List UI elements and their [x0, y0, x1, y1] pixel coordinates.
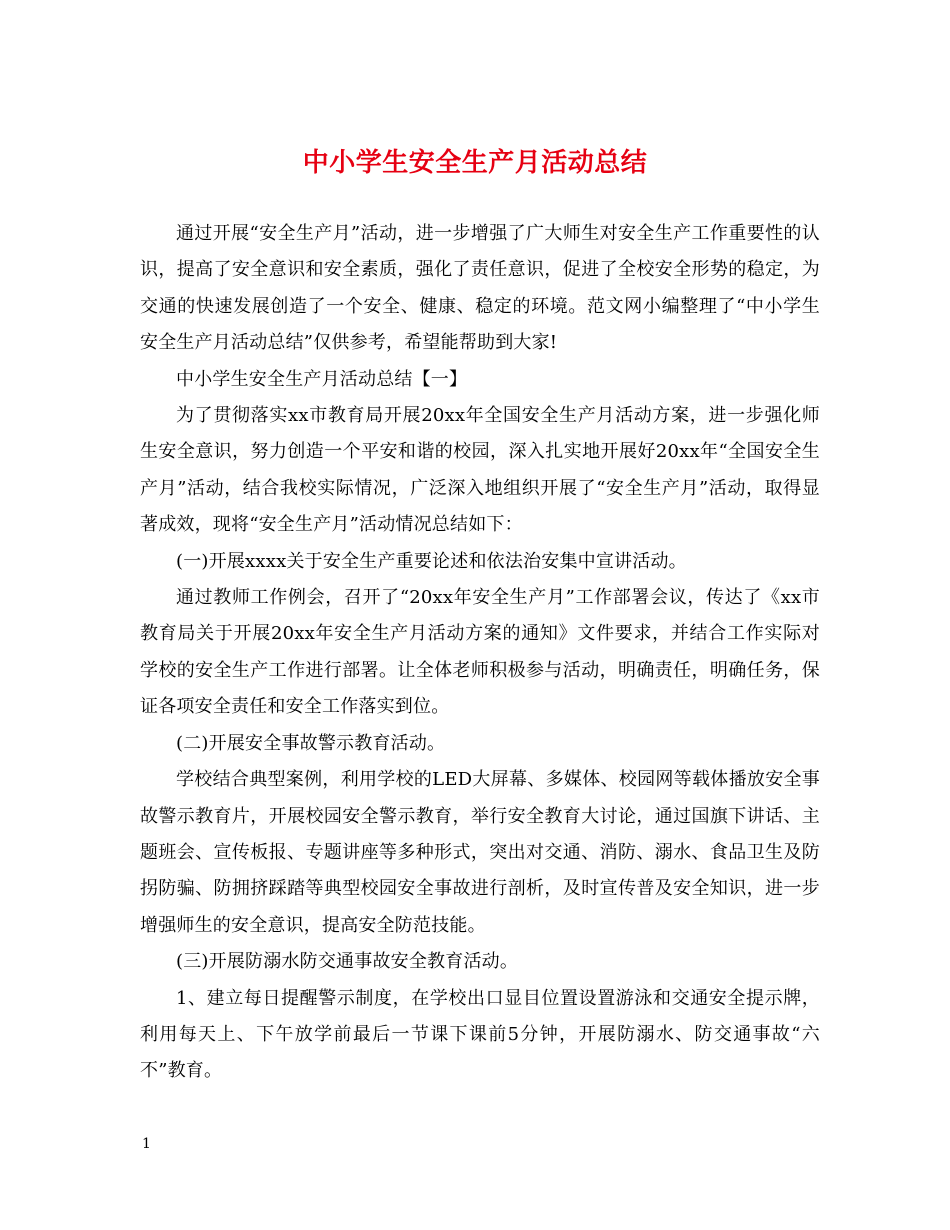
section-heading-one: 中小学生安全生产月活动总结【一】 — [176, 368, 468, 390]
paragraph-overview: 为了贯彻落实xx市教育局开展20xx年全国安全生产月活动方案，进一步强化师生安全意识，努力创造一个平安和谐的校园，深入扎实地开展好20xx年“全国安全生产月”活动，结合我校实际情况，广泛深入地组织开展了“安全生产月”活动，取得显著成效，现将“安全生产月”活动情况总结如下： — [140, 405, 820, 536]
subheading-two: (二)开展安全事故警示教育活动。 — [176, 732, 446, 754]
document-title: 中小学生安全生产月活动总结 — [302, 148, 648, 178]
subheading-one: (一)开展xxxx关于安全生产重要论述和依法治安集中宣讲活动。 — [176, 550, 687, 572]
paragraph-warning-education: 学校结合典型案例，利用学校的LED大屏幕、多媒体、校园网等载体播放安全事故警示教育片，开展校园安全警示教育，举行安全教育大讨论，通过国旗下讲话、主题班会、宣传板报、专题讲座等多种形式，突出对交通、消防、溺水、食品卫生及防拐防骗、防拥挤踩踏等典型校园安全事故进行剖析，及时宣传普及安全知识，进一步增强师生的安全意识，提高安全防范技能。 — [140, 769, 820, 936]
paragraph-daily-reminder: 1、建立每日提醒警示制度，在学校出口显目位置设置游泳和交通安全提示牌，利用每天上、下午放学前最后一节课下课前5分钟，开展防溺水、防交通事故“六不”教育。 — [140, 987, 820, 1082]
document-body — [140, 216, 820, 1090]
paragraph-meeting: 通过教师工作例会，召开了“20xx年安全生产月”工作部署会议，传达了《xx市教育局关于开展20xx年安全生产月活动方案的通知》文件要求，并结合工作实际对学校的安全生产工作进行部署。让全体老师积极参与活动，明确责任，明确任务，保证各项安全责任和安全工作落实到位。 — [140, 587, 820, 718]
page-number: 1 — [142, 1136, 151, 1152]
paragraph-intro: 通过开展“安全生产月”活动，进一步增强了广大师生对安全生产工作重要性的认识，提高了安全意识和安全素质，强化了责任意识，促进了全校安全形势的稳定，为交通的快速发展创造了一个安全、健康、稳定的环境。范文网小编整理了“中小学生安全生产月活动总结”仅供参考，希望能帮助到大家! — [140, 223, 820, 354]
subheading-three: (三)开展防溺水防交通事故安全教育活动。 — [176, 951, 519, 973]
